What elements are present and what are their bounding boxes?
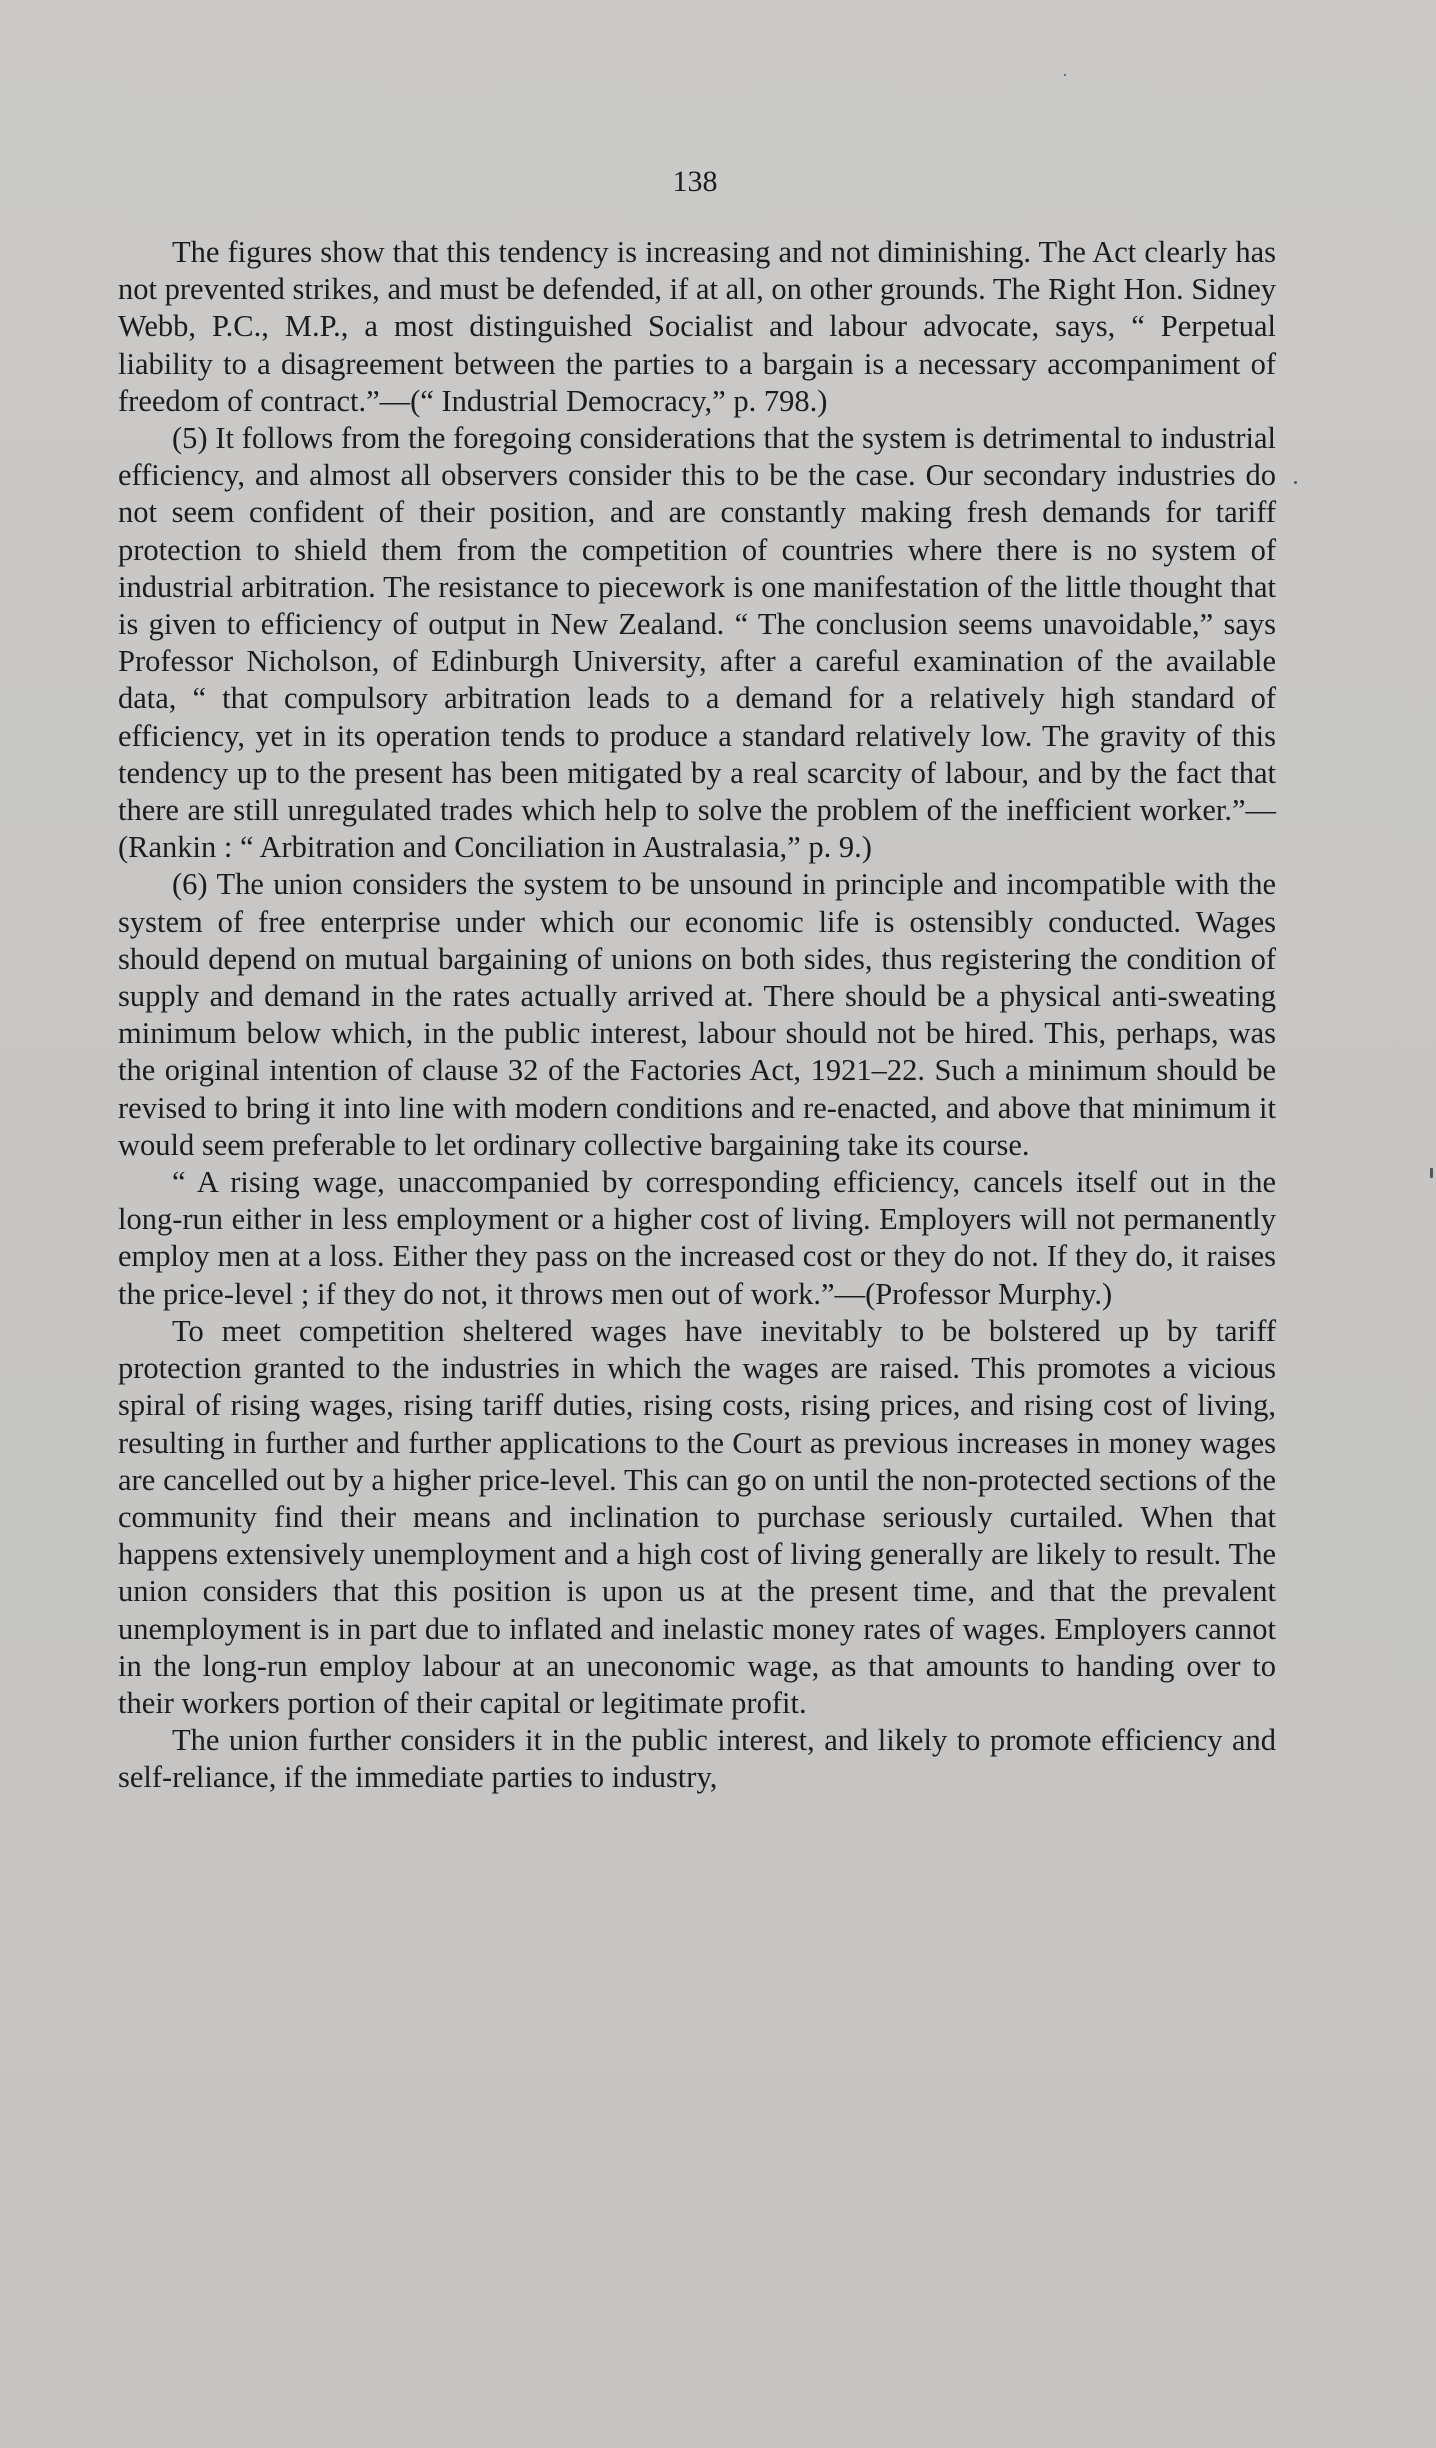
body-text	[118, 234, 1276, 1797]
paragraph-vicious-spiral: To meet competition sheltered wages have inevitably to be bolstered up by tariff protection granted to the industries in which the wages are raised. This promotes a vicious spiral of rising wages, rising tariff duties, rising costs, rising prices, and rising cost of living, resulting in further and further applications to the Court as previous increases in money wages are cancelled out by a higher price-level. This can go on until the non-protected sections of the community find their means and inclination to purchase seriously curtailed. When that happens extensively unemployment and a high cost of living generally are likely to result. The union considers that this position is upon us at the present time, and that the prevalent unemployment is in part due to inflated and inelastic money rates of wages. Employers cannot in the long-run employ labour at an uneconomic wage, as that amounts to handing over to their workers portion of their capital or legitimate profit.	[118, 1313, 1276, 1720]
margin-speck	[1064, 74, 1066, 76]
paragraph-6-principle: (6) The union considers the system to be unsound in principle and incompatible with the system of free enterprise under which our economic life is ostensibly conducted. Wages should depend on mutual bargaining of unions on both sides, thus registering the condition of supply and demand in the rates actually arrived at. There should be a physical anti-sweating minimum below which, in the public interest, labour should not be hired. This, perhaps, was the original intention of clause 32 of the Factories Act, 1921–22. Such a minimum should be revised to bring it into line with modern conditions and re-enacted, and above that minimum it would seem preferable to let ordinary collective bargaining take its course.	[118, 867, 1276, 1162]
paragraph-5-efficiency: (5) It follows from the foregoing considerations that the system is detrimental to industrial efficiency, and almost all observers consider this to be the case. Our secondary industries do not seem confident of their position, and are constantly making fresh demands for tariff protection to shield them from the competition of countries where there is no system of industrial arbitration. The resistance to piecework is one manifestation of the little thought that is given to efficiency of output in New Zealand. “ The conclusion seems unavoidable,” says Professor Nicholson, of Edinburgh University, after a careful examination of the available data, “ that compulsory arbitration leads to a demand for a relatively high standard of efficiency, yet in its operation tends to produce a standard relatively low. The gravity of this tendency up to the present has been mitigated by a real scarcity of labour, and by the fact that there are still unregulated trades which help to solve the problem of the inefficient worker.”—(Rankin : “ Arbitration and Conciliation in Australasia,” p. 9.)	[118, 421, 1276, 865]
paragraph-webb-quote: The figures show that this tendency is increasing and not diminishing. The Act clearly has not prevented strikes, and must be defended, if at all, on other grounds. The Right Hon. Sidney Webb, P.C., M.P., a most distinguished Socialist and labour advocate, says, “ Perpetual liability to a disagreement between the parties to a bargain is a necessary accompaniment of freedom of contract.”—(“ Industrial Democracy,” p. 798.)	[118, 235, 1276, 418]
page-number: 138	[672, 165, 718, 198]
margin-speck	[1430, 1168, 1433, 1178]
paragraph-union-further: The union further considers it in the public interest, and likely to promote efficiency and self-reliance, if the immediate parties to industry,	[118, 1723, 1276, 1795]
margin-speck	[1294, 481, 1297, 484]
paragraph-murphy-quote: “ A rising wage, unaccompanied by corresponding efficiency, cancels itself out in the long-run either in less employment or a higher cost of living. Employers will not permanently employ men at a loss. Either they pass on the increased cost or they do not. If they do, it raises the price-level ; if they do not, it throws men out of work.”—(Professor Murphy.)	[118, 1165, 1276, 1311]
